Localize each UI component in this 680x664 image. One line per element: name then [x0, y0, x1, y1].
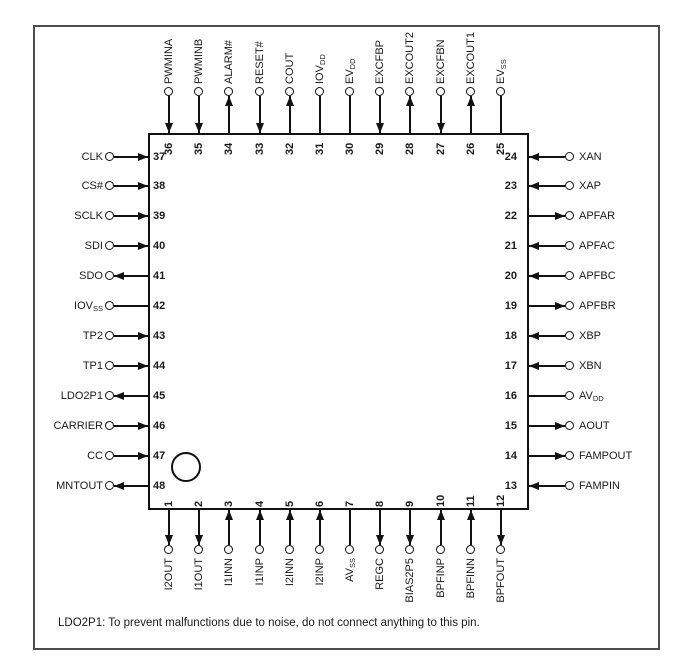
pin-circle-icon: [315, 545, 324, 554]
arrow-left-icon: [529, 362, 539, 370]
pin-number: 9: [404, 500, 417, 507]
pin-circle-icon: [255, 545, 264, 554]
pin-circle-icon: [565, 152, 574, 161]
arrow-up-icon: [286, 510, 294, 520]
pin-circle-icon: [164, 545, 173, 554]
pin-label: CS#: [81, 180, 103, 193]
pin-label: APFAR: [579, 210, 616, 223]
pin-number: 23: [504, 180, 517, 193]
pin-number: 44: [153, 360, 166, 373]
pin-circle-icon: [466, 545, 475, 554]
pin-number: 27: [434, 142, 447, 155]
arrow-left-icon: [529, 182, 539, 190]
pin-number: 36: [163, 142, 175, 155]
arrow-left-icon: [114, 392, 124, 400]
pin-label: SDI: [84, 240, 103, 253]
pin-circle-icon: [105, 331, 114, 340]
pin-label: $EV_{SS}$: [494, 59, 508, 84]
pin-circle-icon: [565, 421, 574, 430]
pin-label: FAMPIN: [579, 479, 620, 492]
pin-number: 20: [504, 270, 517, 283]
pin-label: BPFOUT: [494, 558, 507, 603]
pin-label: PWMINA: [163, 38, 175, 84]
pin-label: BPFINN: [464, 558, 477, 599]
pin-label: BIAS2P5: [404, 558, 417, 603]
pin-circle-icon: [565, 331, 574, 340]
pin-wire: [114, 305, 148, 307]
arrow-down-icon: [195, 535, 203, 545]
pin-label: LDO2P1: [60, 390, 103, 403]
arrow-up-icon: [256, 510, 264, 520]
pin-number: 19: [504, 300, 517, 313]
pin-number: 29: [374, 142, 387, 155]
pin-label: TP2: [82, 330, 103, 343]
arrow-right-icon: [138, 332, 148, 340]
pin-number: 24: [504, 150, 517, 163]
arrow-up-icon: [225, 96, 233, 106]
pin-label: XAN: [579, 150, 602, 163]
pin-number: 3: [223, 500, 236, 507]
pin-circle-icon: [466, 87, 475, 96]
pin-circle-icon: [496, 87, 505, 96]
pin-circle-icon: [565, 301, 574, 310]
pin-wire: [349, 96, 351, 133]
pin-number: 26: [464, 142, 477, 155]
arrow-down-icon: [406, 535, 414, 545]
arrow-right-icon: [138, 452, 148, 460]
pin-circle-icon: [105, 271, 114, 280]
pin-label: I2INP: [313, 558, 326, 586]
note-text: LDO2P1: To prevent malfunctions due to noise, do not connect anything to this pin.: [58, 617, 480, 629]
pin-circle-icon: [565, 361, 574, 370]
pin-number: 40: [153, 240, 166, 253]
pin-label: I2OUT: [163, 558, 175, 591]
pin-circle-icon: [105, 181, 114, 190]
pin-circle-icon: [315, 87, 324, 96]
pin-number: 15: [504, 420, 517, 433]
pin-circle-icon: [105, 391, 114, 400]
arrow-down-icon: [376, 535, 384, 545]
pin-label: SCLK: [74, 210, 103, 223]
pin-number: 17: [504, 360, 517, 373]
pin-circle-icon: [105, 361, 114, 370]
pin-number: 14: [504, 450, 517, 462]
arrow-left-icon: [529, 153, 539, 161]
arrow-left-icon: [114, 272, 124, 280]
arrow-right-icon: [555, 212, 565, 220]
pin-label: RESET#: [253, 41, 266, 84]
pin-label: XBN: [579, 360, 602, 373]
arrow-up-icon: [467, 96, 475, 106]
arrow-up-icon: [437, 510, 445, 520]
pin-wire: [319, 96, 321, 133]
pin-number: 10: [434, 494, 447, 507]
pin-circle-icon: [224, 545, 233, 554]
arrow-left-icon: [529, 272, 539, 280]
pin-number: 8: [374, 500, 387, 507]
pin-circle-icon: [105, 211, 114, 220]
pin-circle-icon: [105, 152, 114, 161]
pin-number: 42: [153, 300, 166, 313]
pin-label: $AV_{SS}$: [344, 558, 358, 582]
arrow-left-icon: [529, 482, 539, 490]
pin-label: APFAC: [579, 240, 616, 253]
pin-circle-icon: [345, 545, 354, 554]
pin-number: 41: [153, 270, 166, 283]
pin-number: 11: [464, 495, 477, 507]
pin-circle-icon: [436, 87, 445, 96]
pin-number: 33: [253, 142, 266, 155]
arrow-right-icon: [138, 362, 148, 370]
pin-circle-icon: [496, 545, 505, 554]
pin-number: 37: [153, 150, 166, 163]
arrow-up-icon: [406, 96, 414, 106]
pin-circle-icon: [565, 391, 574, 400]
pin-label: $IOV_{SS}$: [74, 300, 103, 314]
pin-label: EXCFBN: [434, 39, 447, 84]
arrow-up-icon: [316, 510, 324, 520]
pin-label: COUT: [283, 52, 296, 84]
pin-label: AOUT: [579, 420, 610, 433]
arrow-up-icon: [225, 510, 233, 520]
pin-label: CC: [87, 450, 103, 462]
pin-label: I1OUT: [193, 558, 206, 591]
pin-label: I2INN: [283, 558, 296, 587]
pin-circle-icon: [375, 87, 384, 96]
pin-number: 35: [193, 142, 206, 155]
pin-number: 28: [404, 142, 417, 155]
pin-label: XBP: [579, 330, 602, 343]
pin-circle-icon: [285, 545, 294, 554]
pin-number: 21: [504, 240, 517, 253]
pin-wire: [500, 96, 502, 133]
pin-number: 32: [283, 142, 296, 155]
arrow-right-icon: [555, 302, 565, 310]
pin-circle-icon: [436, 545, 445, 554]
pin-number: 30: [344, 142, 357, 155]
arrow-up-icon: [286, 96, 294, 106]
arrow-up-icon: [467, 510, 475, 520]
pin-number: 2: [193, 500, 206, 507]
pin-number: 7: [344, 500, 357, 507]
pin-circle-icon: [164, 87, 173, 96]
pin-label: APFBR: [579, 300, 616, 313]
pin-number: 18: [504, 330, 517, 343]
pin-label: REGC: [374, 558, 387, 590]
pin-number: 34: [223, 142, 236, 155]
pin-label: I1INN: [223, 558, 236, 587]
pin-circle-icon: [105, 421, 114, 430]
arrow-right-icon: [138, 182, 148, 190]
pin-circle-icon: [224, 87, 233, 96]
pin-label: APFBC: [579, 270, 616, 283]
pin-wire: [529, 395, 565, 397]
pin-label: $AV_{DD}$: [579, 390, 604, 404]
pin-number: 4: [253, 500, 266, 507]
pin-label: CLK: [81, 150, 103, 163]
arrow-right-icon: [138, 153, 148, 161]
pin-label: PWMINB: [193, 38, 206, 84]
pin-circle-icon: [285, 87, 294, 96]
pin-number: 25: [494, 142, 507, 155]
arrow-left-icon: [529, 242, 539, 250]
pin-circle-icon: [255, 87, 264, 96]
arrow-down-icon: [497, 535, 505, 545]
pin-number: 46: [153, 420, 166, 433]
arrow-right-icon: [138, 212, 148, 220]
pin-circle-icon: [105, 241, 114, 250]
pin-circle-icon: [405, 87, 414, 96]
pin-circle-icon: [194, 87, 203, 96]
arrow-right-icon: [555, 422, 565, 430]
pin-label: BPFINP: [434, 558, 447, 598]
pin-circle-icon: [565, 181, 574, 190]
pin-label: XAP: [579, 180, 602, 193]
pin-circle-icon: [375, 545, 384, 554]
pin-circle-icon: [565, 211, 574, 220]
pin-number: 6: [313, 500, 326, 507]
pin-circle-icon: [105, 301, 114, 310]
pin-number: 43: [153, 330, 166, 343]
arrow-right-icon: [138, 242, 148, 250]
pin-number: 45: [153, 390, 166, 403]
pin-number: 5: [283, 500, 296, 507]
pin-label: EXCOUT1: [464, 32, 477, 84]
pin-label: MNTOUT: [56, 479, 103, 492]
pin-circle-icon: [565, 271, 574, 280]
arrow-left-icon: [529, 332, 539, 340]
pin-label: CARRIER: [53, 420, 103, 433]
pin-label: EXCOUT2: [404, 32, 417, 84]
pin-number: 22: [504, 210, 517, 223]
pin-circle-icon: [345, 87, 354, 96]
arrow-down-icon: [165, 535, 173, 545]
pin-label: FAMPOUT: [579, 450, 633, 462]
pin-number: 13: [504, 479, 517, 492]
pin-number: 39: [153, 210, 166, 223]
pin-circle-icon: [105, 481, 114, 490]
pin-number: 16: [504, 390, 517, 403]
pin-circle-icon: [405, 545, 414, 554]
pin-number: 31: [313, 142, 326, 155]
pin-number: 38: [153, 180, 166, 193]
arrow-left-icon: [114, 482, 124, 490]
pin-label: I1INP: [253, 558, 266, 586]
pin-number: 12: [494, 494, 507, 507]
pin-label: SDO: [79, 270, 103, 283]
pin-number: 1: [163, 500, 175, 507]
pin-label: ALARM#: [223, 39, 236, 84]
pin-number: 48: [153, 479, 166, 492]
pin-circle-icon: [565, 451, 574, 460]
pin-circle-icon: [105, 451, 114, 460]
arrow-right-icon: [555, 452, 565, 460]
pin-wire: [349, 510, 351, 545]
pin-label: $IOV_{DD}$: [313, 54, 327, 84]
pin-circle-icon: [194, 545, 203, 554]
pin-label: $EV_{DD}$: [344, 58, 358, 84]
pin-label: EXCFBP: [374, 39, 387, 84]
pin-circle-icon: [565, 241, 574, 250]
arrow-right-icon: [138, 422, 148, 430]
pin-number: 47: [153, 450, 166, 462]
pin-label: TP1: [82, 360, 103, 373]
pin-circle-icon: [565, 481, 574, 490]
